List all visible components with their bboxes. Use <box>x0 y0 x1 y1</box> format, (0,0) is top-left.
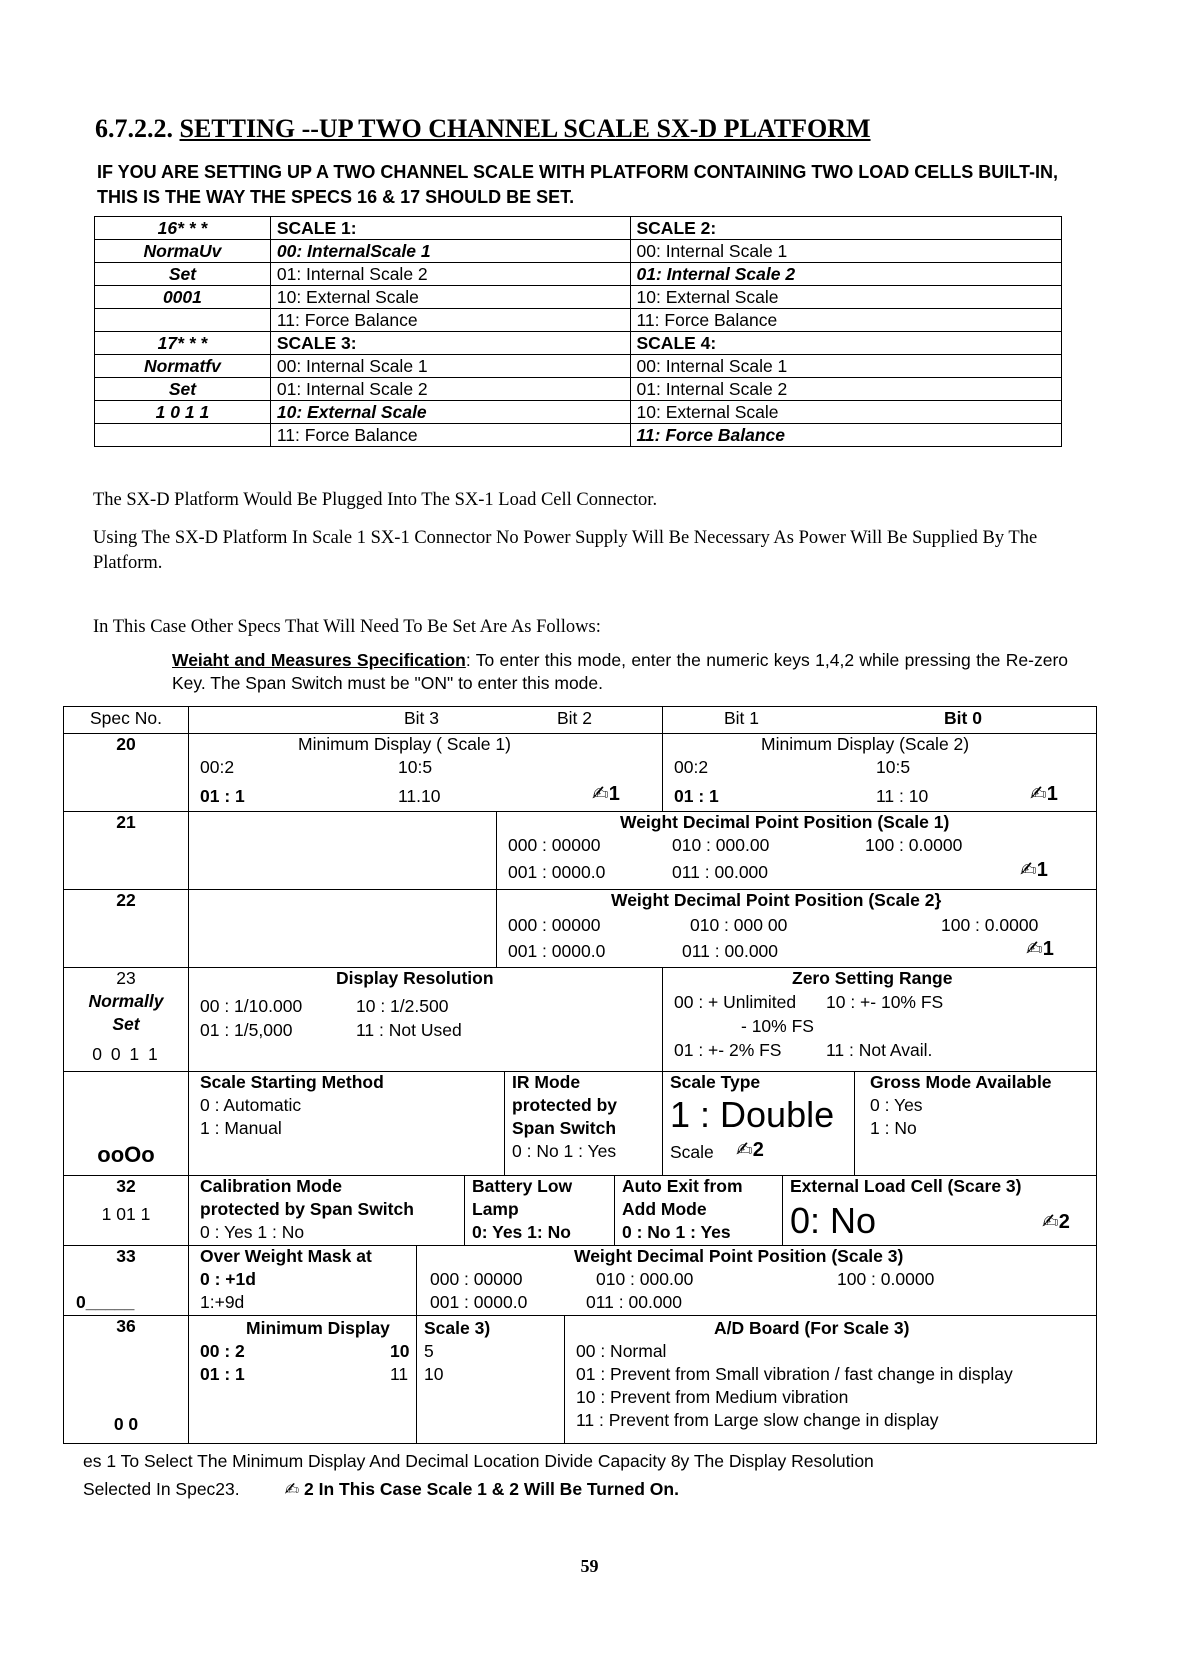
gm-1: 1 : No <box>870 1118 917 1138</box>
ssm-1: 1 : Manual <box>200 1118 282 1138</box>
spec17-label: 17* * * <box>95 332 271 355</box>
cal-line2: protected by Span Switch <box>200 1199 414 1219</box>
cal-title: Calibration Mode <box>200 1176 342 1196</box>
r21-c: 100 : 0.0000 <box>865 835 963 855</box>
scale1-opt-01: 01: Internal Scale 2 <box>270 263 630 286</box>
r20-l2: 10:5 <box>398 757 433 777</box>
scale-type-value: 1 : Double <box>670 1094 835 1135</box>
scale3-opt-11: 11: Force Balance <box>270 424 630 447</box>
spec16-value: 0001 <box>95 286 271 309</box>
spec16-blank <box>95 309 271 332</box>
r20-left-title: Minimum Display ( Scale 1) <box>298 734 511 754</box>
r20-l1: 00:2 <box>200 757 235 777</box>
md-01: 01 : 1 <box>200 1364 245 1384</box>
zero-00: 00 : + Unlimited <box>674 992 797 1012</box>
zero-range-title: Zero Setting Range <box>792 968 953 988</box>
spec-22: 22 <box>116 890 136 910</box>
gm-0: 0 : Yes <box>870 1095 923 1115</box>
scale1-opt-10: 10: External Scale <box>270 286 630 309</box>
r20-r1: 00:2 <box>674 757 709 777</box>
scale3-opt-01: 01: Internal Scale 2 <box>270 378 630 401</box>
ir-2: Span Switch <box>512 1118 617 1138</box>
zero-11: 11 : Not Avail. <box>826 1040 933 1060</box>
scale3-opt-10: 10: External Scale <box>270 401 630 424</box>
r21-a: 000 : 00000 <box>508 835 601 855</box>
row-spec-36 <box>64 1315 1096 1443</box>
scale2-title: SCALE 2: <box>630 217 1062 240</box>
scale-type-note: ✍2 <box>736 1139 764 1161</box>
r20-r3: 01 : 1 <box>674 786 719 806</box>
r21-e: 011 : 00.000 <box>672 862 769 882</box>
scale1-opt-00: 00: InternalScale 1 <box>270 240 630 263</box>
scale2-opt-01: 01: Internal Scale 2 <box>630 263 1062 286</box>
sc-10: 10 <box>424 1364 444 1384</box>
r33-e: 011 : 00.000 <box>586 1292 683 1312</box>
ad-00: 00 : Normal <box>576 1341 667 1361</box>
r21-b: 010 : 000.00 <box>672 835 770 855</box>
r20-left-note: ✍1 <box>592 783 620 805</box>
footnote-2a: Selected In Spec23. <box>83 1479 240 1499</box>
res-10: 10 : 1/2.500 <box>356 996 449 1016</box>
md-00: 00 : 2 <box>200 1341 245 1361</box>
row-spec-22 <box>64 889 1096 968</box>
sc-5: 5 <box>424 1341 434 1361</box>
r33-title: Weight Decimal Point Position (Scale 3) <box>574 1246 904 1266</box>
row-spec-21 <box>64 811 1096 890</box>
col-spec-no: Spec No. <box>64 707 189 733</box>
r20-l3: 01 : 1 <box>200 786 245 806</box>
scale-type-title: Scale Type <box>670 1072 761 1092</box>
res-11: 11 : Not Used <box>356 1020 462 1040</box>
ow-0: 0 : +1d <box>200 1269 256 1289</box>
scale4-opt-01: 01: Internal Scale 2 <box>630 378 1062 401</box>
wm-label: Weiaht and Measures Specification <box>172 650 466 670</box>
auto-title: Auto Exit from <box>622 1176 743 1196</box>
display-resolution-title: Display Resolution <box>336 968 494 988</box>
r33-d: 001 : 0000.0 <box>430 1292 528 1312</box>
scale1-title: SCALE 1: <box>270 217 630 240</box>
row-spec-33 <box>64 1245 1096 1316</box>
spec17-set: Set <box>95 378 271 401</box>
scale4-opt-11: 11: Force Balance <box>630 424 1062 447</box>
r22-note: ✍1 <box>1026 938 1054 960</box>
section-title <box>95 114 871 144</box>
spec17-normally: Normatfv <box>95 355 271 378</box>
scale2-opt-00: 00: Internal Scale 1 <box>630 240 1062 263</box>
zero-01: 01 : +- 2% FS <box>674 1040 782 1060</box>
spec17-blank <box>95 424 271 447</box>
footnote-1: es 1 To Select The Minimum Display And Decimal Location Divide Capacity 8y The Display Resolution <box>83 1451 874 1471</box>
ad-11: 11 : Prevent from Large slow change in display <box>576 1410 939 1430</box>
col-bit2: Bit 2 <box>557 708 593 728</box>
ad-title: A/D Board (For Scale 3) <box>714 1318 910 1338</box>
spec16-label: 16* * * <box>95 217 271 240</box>
r33-c: 100 : 0.0000 <box>837 1269 935 1289</box>
scale3-title: SCALE 3: <box>270 332 630 355</box>
spec-21: 21 <box>116 812 136 832</box>
ir-1: protected by <box>512 1095 618 1115</box>
para-power: Using The SX-D Platform In Scale 1 SX-1 Connector No Power Supply Will Be Necessary As Power Will Be Supplied By The Platform. <box>93 528 1038 573</box>
sc-title: Scale 3) <box>424 1318 491 1338</box>
intro-text: IF YOU ARE SETTING UP A TWO CHANNEL SCALE WITH PLATFORM CONTAINING TWO LOAD CELLS BUILT-IN, THIS IS THE WAY THE SPECS 16 & 17 SHOULD BE SET. <box>97 162 1058 207</box>
ssm-0: 0 : Automatic <box>200 1095 302 1115</box>
ir-3: 0 : No 1 : Yes <box>512 1141 617 1161</box>
r22-a: 000 : 00000 <box>508 915 601 935</box>
cal-options: 0 : Yes 1 : No <box>200 1222 305 1242</box>
spec-23-value: 0 0 1 1 <box>92 1044 160 1064</box>
r21-title: Weight Decimal Point Position (Scale 1) <box>620 812 950 832</box>
spec-table <box>63 706 1097 1444</box>
r22-e: 011 : 00.000 <box>682 941 779 961</box>
scale4-title: SCALE 4: <box>630 332 1062 355</box>
scale2-opt-10: 10: External Scale <box>630 286 1062 309</box>
scale2-opt-11: 11: Force Balance <box>630 309 1062 332</box>
md-11: 11 <box>390 1364 409 1384</box>
spec-24: ooOo <box>97 1142 155 1167</box>
zero-10b: - 10% FS <box>741 1016 814 1036</box>
ad-10: 10 : Prevent from Medium vibration <box>576 1387 849 1407</box>
r20-r2: 10:5 <box>876 757 911 777</box>
page-number: 59 <box>580 1556 599 1576</box>
scale3-opt-00: 00: Internal Scale 1 <box>270 355 630 378</box>
row-spec-32 <box>64 1175 1096 1246</box>
header-row <box>64 707 1096 734</box>
ow-1: 1:+9d <box>200 1292 245 1312</box>
spec-33: 33 <box>116 1246 136 1266</box>
scale4-opt-10: 10: External Scale <box>630 401 1062 424</box>
wm-text: : To enter this mode, enter the numeric keys 1,4,2 while pressing the Re-zero Key. The Span Switch must be "ON" to enter this mode. <box>172 650 1069 693</box>
r22-d: 001 : 0000.0 <box>508 941 606 961</box>
r33-a: 000 : 00000 <box>430 1269 523 1289</box>
ir-mode-title: IR Mode <box>512 1072 581 1092</box>
section-number: 6.7.2.2. <box>95 114 173 143</box>
para-other-specs: In This Case Other Specs That Will Need To Be Set Are As Follows: <box>93 617 601 637</box>
ad-01: 01 : Prevent from Small vibration / fast change in display <box>576 1364 1013 1384</box>
spec-33-value: 0_____ <box>76 1292 135 1312</box>
auto-line2: Add Mode <box>622 1199 707 1219</box>
row-spec-24 <box>64 1071 1096 1176</box>
bat-line2: Lamp <box>472 1199 519 1219</box>
r22-c: 100 : 0.0000 <box>941 915 1039 935</box>
ext-value: 0: No <box>790 1200 877 1241</box>
zero-10: 10 : +- 10% FS <box>826 992 944 1012</box>
scale-starting-title: Scale Starting Method <box>200 1072 384 1092</box>
r21-note: ✍1 <box>1020 859 1048 881</box>
spec17-value: 1 0 1 1 <box>95 401 271 424</box>
ow-title: Over Weight Mask at <box>200 1246 372 1266</box>
r20-l4: 11.10 <box>398 786 441 806</box>
r20-r4: 11 : 10 <box>876 786 929 806</box>
col-bit3: Bit 3 <box>404 708 440 728</box>
r20-right-note: ✍1 <box>1030 783 1058 805</box>
spec-32: 32 <box>116 1176 136 1196</box>
spec-36: 36 <box>116 1316 136 1336</box>
footnote-2b: ✍ 2 In This Case Scale 1 & 2 Will Be Turned On. <box>284 1479 679 1499</box>
ext-title: External Load Cell (Scare 3) <box>790 1176 1022 1196</box>
res-01: 01 : 1/5,000 <box>200 1020 293 1040</box>
spec-32-value: 1 01 1 <box>101 1204 151 1224</box>
r21-d: 001 : 0000.0 <box>508 862 606 882</box>
row-spec-23 <box>64 967 1096 1072</box>
md-title: Minimum Display <box>246 1318 390 1338</box>
spec-23-set: Set <box>112 1014 140 1034</box>
spec16-set: Set <box>95 263 271 286</box>
r22-b: 010 : 000 00 <box>690 915 788 935</box>
spec-36-value: 0 0 <box>113 1414 139 1434</box>
spec-20: 20 <box>116 734 136 754</box>
section-heading: SETTING --UP TWO CHANNEL SCALE SX-D PLATFORM <box>179 114 871 143</box>
r33-b: 010 : 000.00 <box>596 1269 694 1289</box>
spec-23-normally: Normally <box>88 991 164 1011</box>
r20-right-title: Minimum Display (Scale 2) <box>761 734 970 754</box>
scale1-opt-11: 11: Force Balance <box>270 309 630 332</box>
ext-note: ✍2 <box>1042 1211 1070 1233</box>
md-10: 10 <box>390 1341 410 1361</box>
col-bit0: Bit 0 <box>944 708 982 728</box>
res-00: 00 : 1/10.000 <box>200 996 303 1016</box>
bat-title: Battery Low <box>472 1176 573 1196</box>
row-spec-20 <box>64 733 1096 812</box>
r22-title: Weight Decimal Point Position (Scale 2} <box>611 890 942 910</box>
spec16-normally: NormaUv <box>95 240 271 263</box>
scale4-opt-00: 00: Internal Scale 1 <box>630 355 1062 378</box>
spec-16-17-table <box>94 216 1062 447</box>
auto-options: 0 : No 1 : Yes <box>622 1222 731 1242</box>
para-plugged: The SX-D Platform Would Be Plugged Into The SX-1 Load Cell Connector. <box>93 490 658 510</box>
spec-23: 23 <box>116 968 136 988</box>
gross-mode-title: Gross Mode Available <box>870 1072 1052 1092</box>
footnote-2 <box>83 1477 679 1501</box>
col-bit1: Bit 1 <box>724 708 760 728</box>
wm-paragraph <box>172 649 1068 695</box>
bat-options: 0: Yes 1: No <box>472 1222 571 1242</box>
scale-type-small: Scale <box>670 1142 714 1162</box>
